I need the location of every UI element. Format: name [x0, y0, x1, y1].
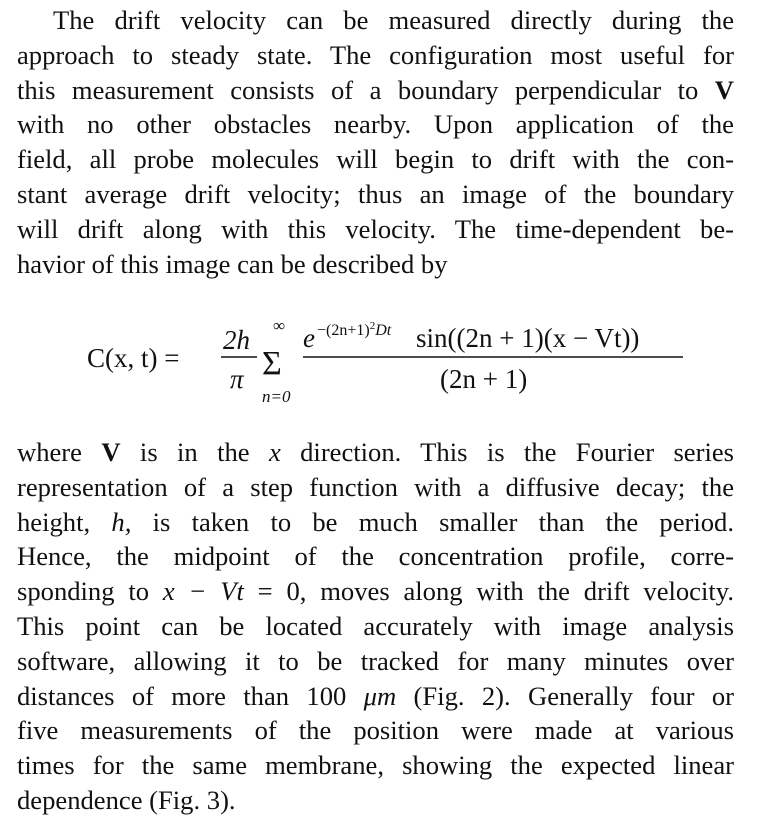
text-line: times for the same membrane, showing the expected linear [17, 750, 734, 781]
paragraph-2 [17, 435, 734, 818]
text-line: approach to steady state. The configuration most useful for [17, 39, 734, 70]
unit-micrometer: μm [363, 680, 397, 711]
exp-power-square: 2 [369, 320, 376, 332]
text-line [17, 435, 734, 470]
text-line: stant average drift velocity; thus an image of the boundary [17, 178, 734, 209]
text-line [17, 73, 734, 108]
expression-x-minus-vt: x − Vt [162, 576, 244, 607]
text-line [17, 505, 734, 540]
text-line: havior of this image can be described by [17, 248, 448, 279]
exp-power [317, 320, 392, 339]
variable-x: x [268, 437, 281, 467]
exp-power-tail: Dt [375, 322, 392, 339]
fraction-denominator: π [230, 364, 244, 394]
text-span: distances of more than 100 [17, 680, 364, 711]
text-span: height, [17, 506, 112, 537]
sum-symbol: Σ [262, 345, 282, 382]
numerator-rest: sin((2n + 1)(x − Vt)) [416, 323, 640, 353]
text-span: sponding to [17, 576, 163, 607]
vector-V: V [101, 437, 121, 467]
text-line: with no other obstacles nearby. Upon application of the [17, 109, 734, 140]
text-span: is taken to be much smaller than the period. [131, 506, 734, 537]
text-span: (Fig. 2). Generally four or [396, 680, 734, 711]
text-span: this measurement consists of a boundary perpendicular to [17, 74, 715, 105]
text-line: Hence, the midpoint of the concentration profile, corre- [17, 541, 734, 572]
text-span: direction. This is the Fourier series [280, 437, 734, 467]
equation-lhs: C(x, t) = [87, 343, 180, 373]
exp-power-main: −(2n+1) [317, 322, 370, 339]
text-line: The drift velocity can be measured directly during the [53, 5, 734, 35]
vector-V: V [714, 74, 734, 105]
text-line: This point can be located accurately with image analysis [17, 610, 734, 641]
paragraph-1 [17, 3, 734, 281]
variable-h: h, [111, 506, 132, 537]
text-span: = 0, moves along with the drift velocity. [243, 576, 734, 607]
text-line: representation of a step function with a diffusive decay; the [17, 471, 734, 502]
text-line: five measurements of the position were made at various [17, 715, 734, 746]
exp-base: e [303, 323, 315, 353]
text-line: will drift along with this velocity. The time-dependent be- [17, 213, 734, 244]
text-span: is in the [120, 437, 269, 467]
text-line: software, allowing it to be tracked for many minutes over [17, 645, 734, 676]
text-line [17, 679, 734, 714]
main-denominator: (2n + 1) [440, 364, 528, 394]
fraction-numerator: 2h [223, 325, 250, 355]
text-line [17, 574, 734, 609]
equation-svg [17, 316, 734, 416]
fourier-equation [17, 316, 734, 416]
sum-upper-limit: ∞ [273, 316, 286, 335]
text-line: dependence (Fig. 3). [17, 784, 236, 815]
text-line: field, all probe molecules will begin to drift with the con- [17, 144, 734, 175]
sum-lower-limit: n=0 [262, 387, 291, 406]
text-span: where [17, 437, 102, 467]
